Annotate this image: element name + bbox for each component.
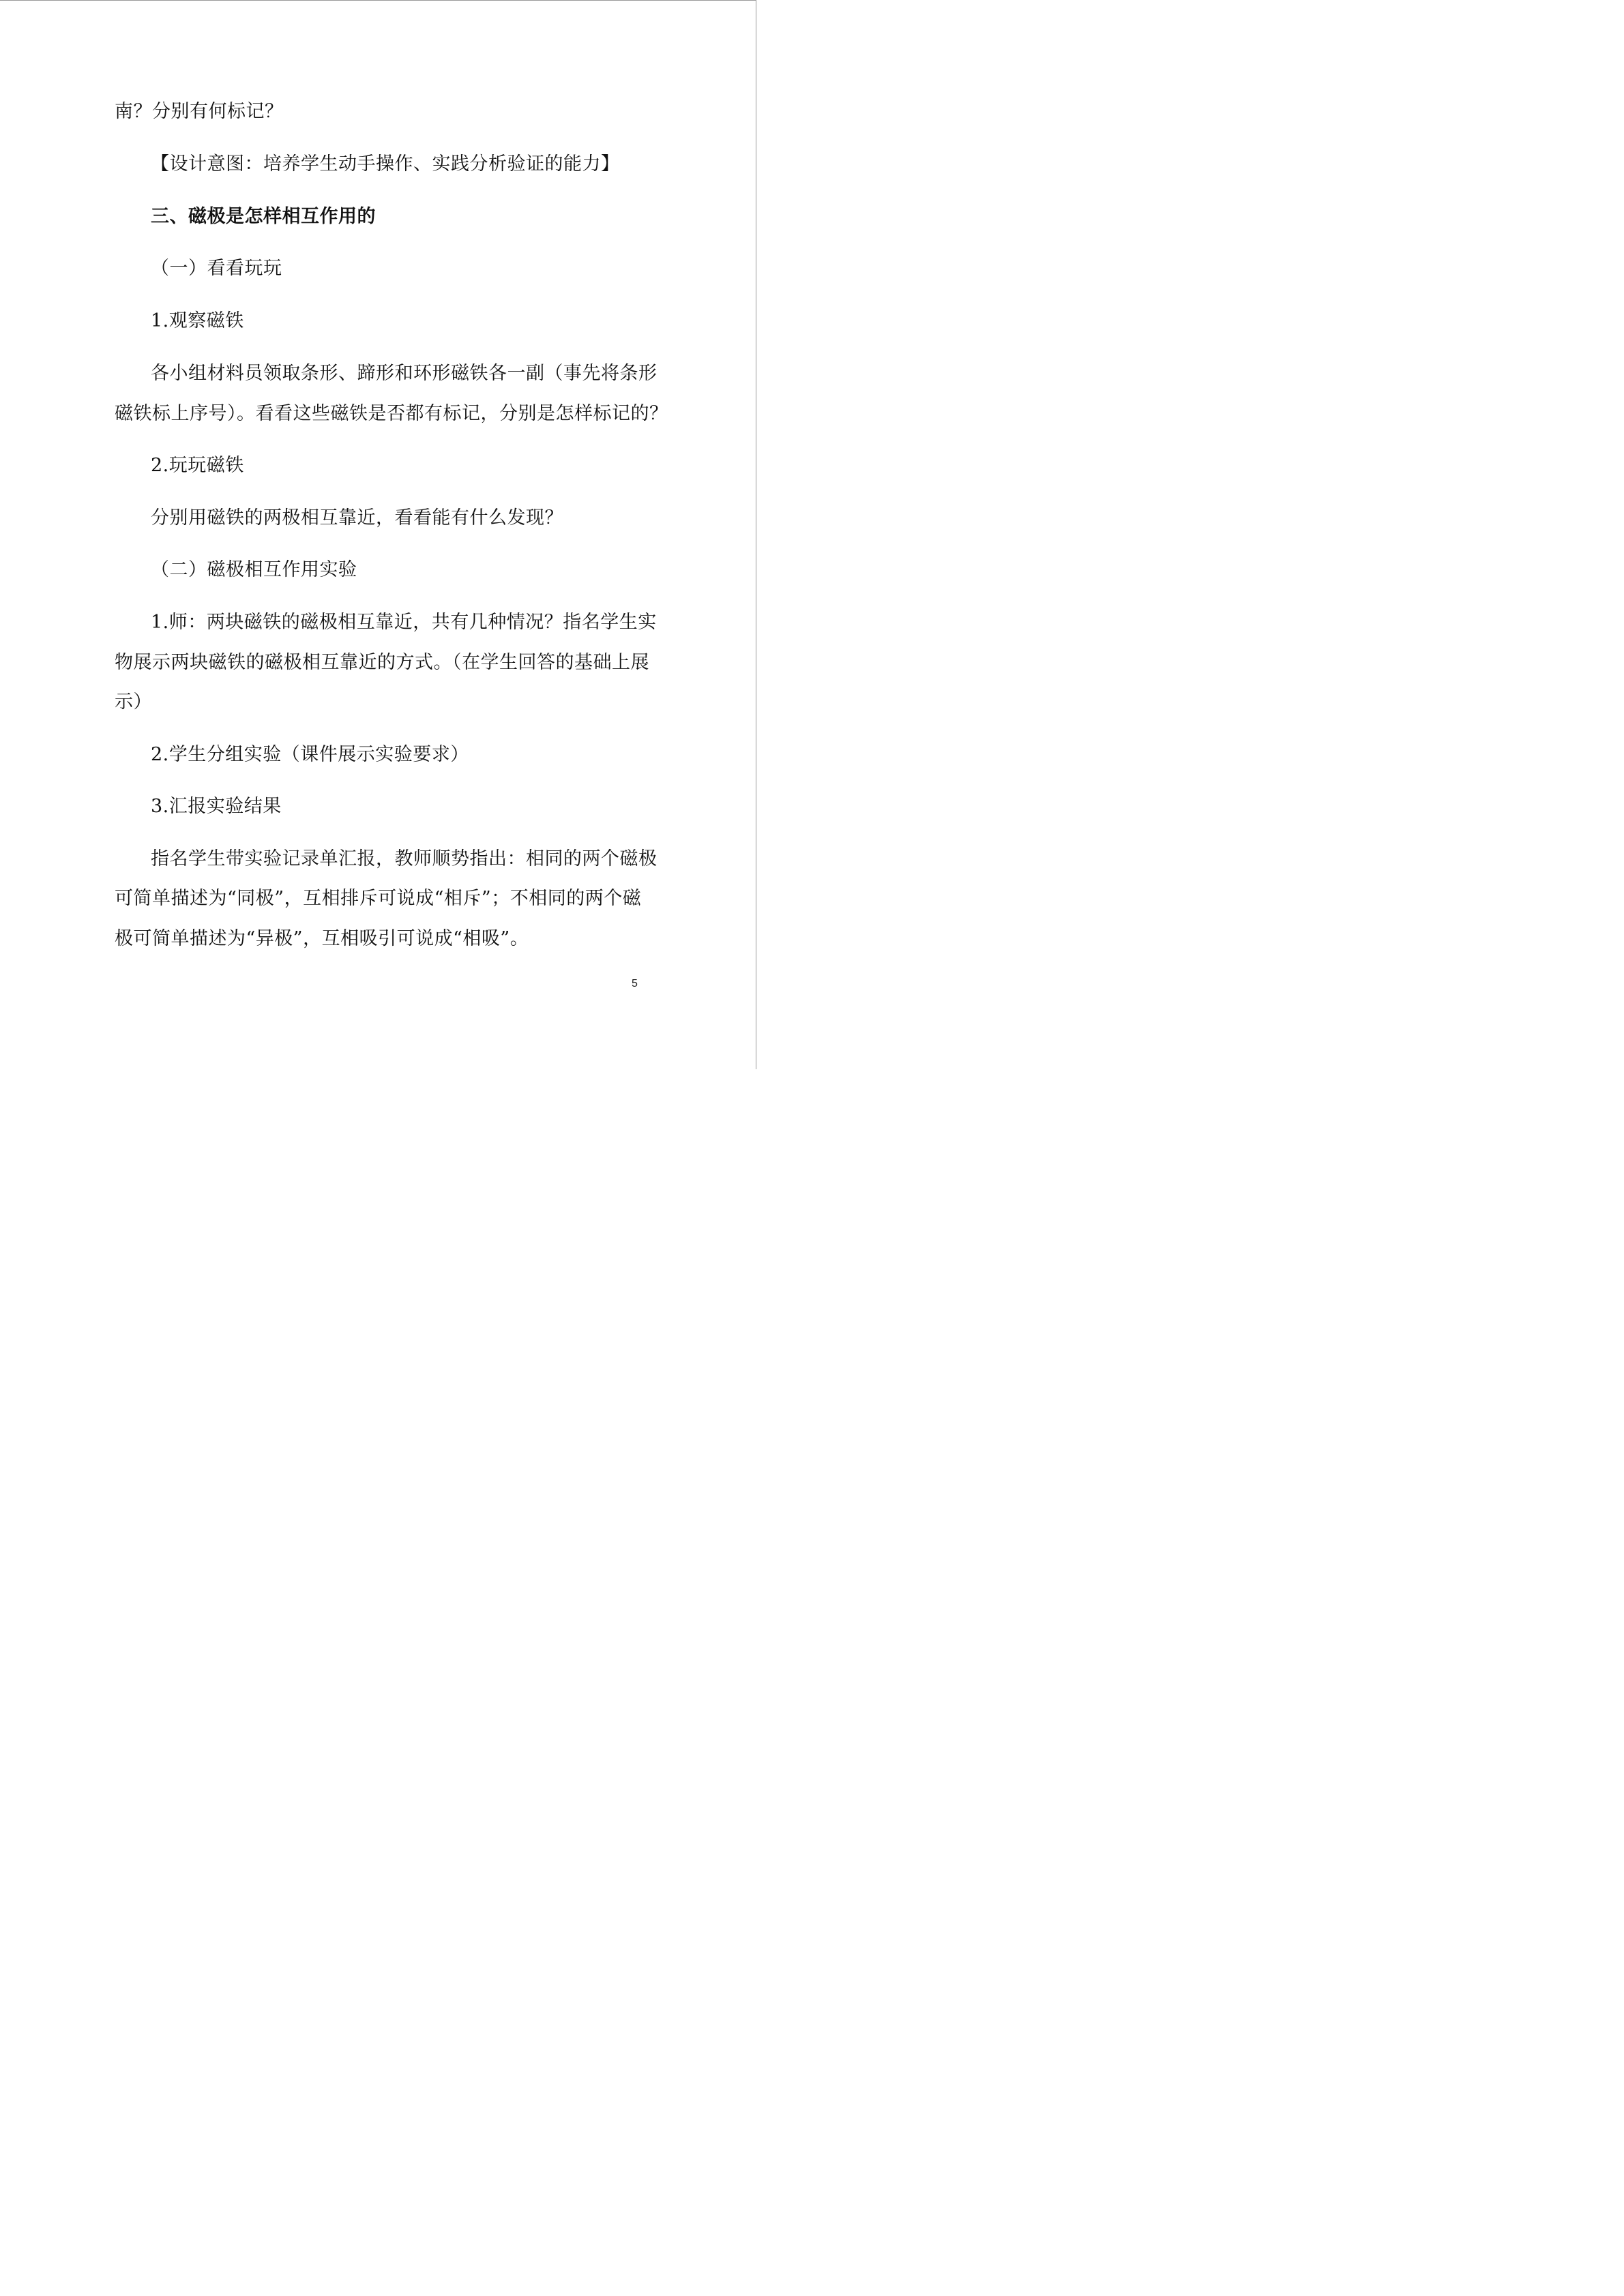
paragraph-line: 分别用磁铁的两极相互靠近，看看能有什么发现？ (151, 507, 563, 528)
subsection-heading: （二）磁极相互作用实验 (151, 559, 357, 580)
section-heading: 三、磁极是怎样相互作用的 (151, 206, 376, 227)
paragraph-line: 各小组材料员领取条形、蹄形和环形磁铁各一副（事先将条形 (151, 363, 658, 384)
paragraph-line: 极可简单描述为“异极”，互相吸引可说成“相吸”。 (115, 928, 529, 949)
paragraph-line: 1.师：两块磁铁的磁极相互靠近，共有几种情况？指名学生实 (151, 612, 657, 633)
design-intent-note: 【设计意图：培养学生动手操作、实践分析验证的能力】 (151, 153, 620, 175)
step-heading: 1.观察磁铁 (151, 310, 244, 331)
paragraph-line: 可简单描述为“同极”，互相排斥可说成“相斥”；不相同的两个磁 (115, 888, 642, 909)
paragraph-line: 指名学生带实验记录单汇报，教师顺势指出：相同的两个磁极 (151, 848, 658, 869)
paragraph-line: 物展示两块磁铁的磁极相互靠近的方式。（在学生回答的基础上展 (115, 652, 649, 673)
paragraph-line: 示） (115, 691, 152, 713)
page-number: 5 (632, 978, 638, 989)
step-heading: 2.学生分组实验（课件展示实验要求） (151, 744, 469, 765)
subsection-heading: （一）看看玩玩 (151, 258, 282, 279)
step-heading: 3.汇报实验结果 (151, 796, 282, 817)
paragraph-line: 南？分别有何标记？ (115, 101, 284, 122)
paragraph-line: 磁铁标上序号）。看看这些磁铁是否都有标记，分别是怎样标记的？ (115, 403, 668, 424)
step-heading: 2.玩玩磁铁 (151, 455, 244, 476)
